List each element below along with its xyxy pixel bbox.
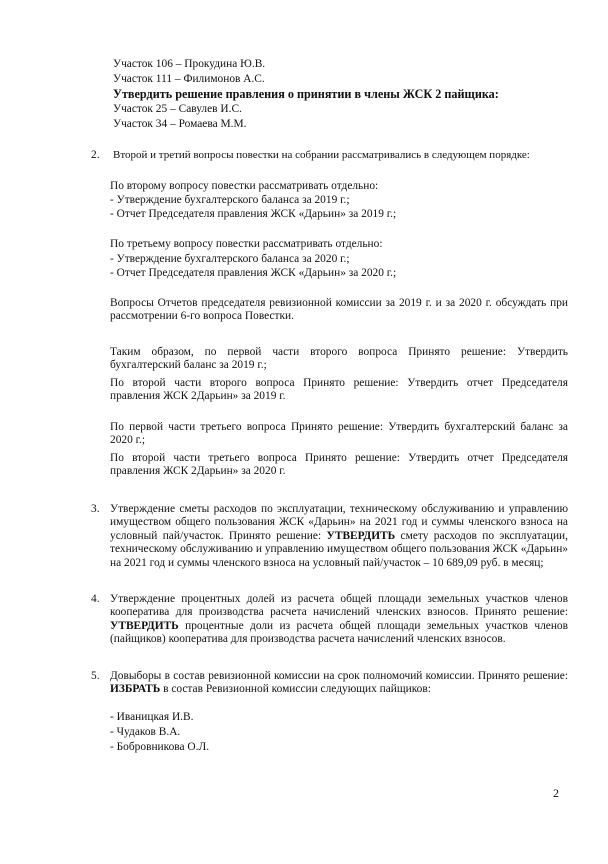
item-2-number: 2.	[91, 149, 100, 161]
result-q3-part1: По первой части третьего вопроса Принято решение: Утвердить бухгалтерский баланс за 2020 г.;	[110, 421, 568, 447]
item-5-text-after: в состав Ревизионной комиссии следующих пайщиков:	[160, 683, 431, 696]
item-5-bold-decision: ИЗБРАТЬ	[110, 683, 161, 696]
page-number: 2	[553, 786, 559, 800]
item-5-text	[110, 670, 568, 697]
board-decision-heading: Утвердить решение правления о принятии в члены ЖСК 2 пайщика:	[113, 87, 499, 101]
plot-line-111: Участок 111 – Филимонов А.С.	[113, 73, 265, 85]
q3-item-balance: - Утверждение бухгалтерского баланса за 2020 г.;	[110, 253, 350, 265]
item-2-intro: Второй и третий вопросы повестки на собрании рассматривались в следующем порядке:	[113, 149, 530, 161]
member-chudakov: - Чудаков В.А.	[110, 726, 181, 738]
audit-note: Вопросы Отчетов председателя ревизионной комиссии за 2019 г. и за 2020 г. обсуждать при рассмотрении 6-го вопроса Повестки.	[110, 297, 568, 323]
item-3-text-before: Утверждение сметы расходов по эксплуатации, техническому обслуживанию и управлению имуществом общего пользования ЖСК «Дарьин» на 2021 год и суммы членского взноса на условный пай/участок. Принято решение:	[110, 503, 568, 542]
item-4-bold-decision: УТВЕРДИТЬ	[110, 619, 179, 632]
q3-item-report: - Отчет Председателя правления ЖСК «Дарьин» за 2020 г.;	[110, 267, 397, 279]
item-3-text-after: смету расходов по эксплуатации, техническому обслуживанию и управлению имуществом общего пользования ЖСК «Дарьин» на 2021 год и суммы членского взноса на условный пай/участок – 10 689,09 руб. в месяц;	[110, 529, 568, 569]
q2-title: По второму вопросу повестки рассматривать отдельно:	[110, 180, 379, 192]
member-bobrovnikova: - Бобровникова О.Л.	[110, 741, 210, 753]
item-3-number: 3.	[91, 503, 100, 515]
result-q3-part2: По второй части третьего вопроса Принято решение: Утвердить отчет Председателя правления ЖСК 2Дарьин» за 2020 г.	[110, 452, 568, 478]
plot-line-34: Участок 34 – Ромаева М.М.	[113, 118, 247, 130]
item-4-text-before: Утверждение процентных долей из расчета общей площади земельных участков членов кооператива для производства расчета начислений членских взносов. Принято решение:	[110, 593, 568, 619]
item-5-number: 5.	[91, 670, 100, 682]
plot-line-106: Участок 106 – Прокудина Ю.В.	[113, 58, 266, 70]
q3-title: По третьему вопросу повестки рассматривать отдельно:	[110, 238, 383, 250]
item-4-number: 4.	[91, 593, 100, 605]
item-4-text	[110, 593, 568, 647]
result-q2-part1: Таким образом, по первой части второго вопроса Принято решение: Утвердить бухгалтерский баланс за 2019 г.;	[110, 346, 568, 372]
q2-item-balance: - Утверждение бухгалтерского баланса за 2019 г.;	[110, 194, 350, 206]
item-3-bold-decision: УТВЕРДИТЬ	[326, 529, 396, 542]
member-ivanitskaya: - Иваницкая И.В.	[110, 711, 194, 723]
result-q2-part2: По второй части второго вопроса Принято решение: Утвердить отчет Председателя правления ЖСК 2Дарьин» за 2019 г.	[110, 377, 568, 403]
item-3-text	[110, 503, 568, 570]
q2-item-report: - Отчет Председателя правления ЖСК «Дарьин» за 2019 г.;	[110, 208, 397, 220]
item-4-text-after: процентные доли из расчета общей площади земельных участков членов (пайщиков) кооператива для производства расчета начислений членских взносов.	[110, 619, 568, 646]
item-5-text-before: Довыборы в состав ревизионной комиссии на срок полномочий комиссии. Принято решение:	[110, 670, 568, 682]
plot-line-25: Участок 25 – Савулев И.С.	[113, 103, 242, 115]
